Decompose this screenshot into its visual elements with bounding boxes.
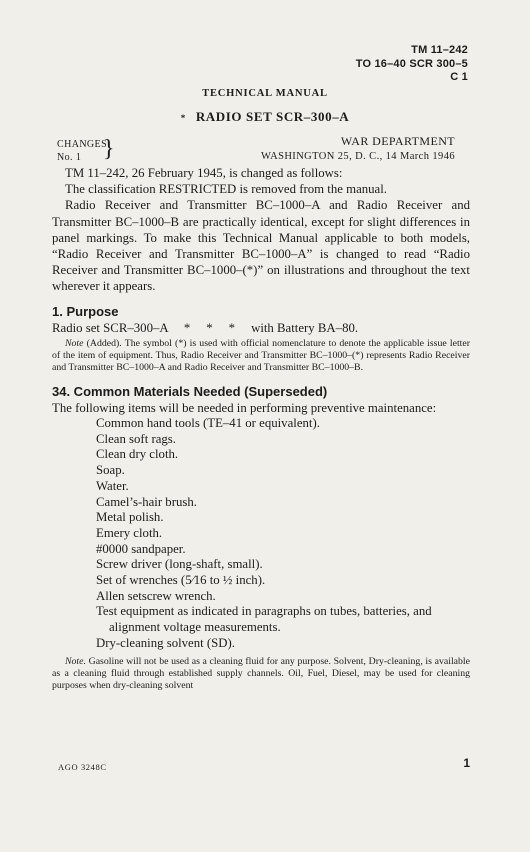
list-item: Soap.	[96, 463, 125, 478]
list-item: Clean dry cloth.	[96, 447, 179, 462]
page-number: 1	[463, 756, 470, 770]
list-item: Allen setscrew wrench.	[96, 588, 216, 603]
section-34-intro: The following items will be needed in performing preventive maintenance:	[52, 400, 437, 415]
note-text: Gasoline will not be used as a cleaning fluid for any purpose. Solvent, Dry-cleaning, is available as a cleaning fluid through established supply channels. Oil, Fuel, Diesel, may be used for cleaning purposes when dry-cleaning solvent	[52, 655, 470, 691]
department-block	[261, 134, 455, 164]
ref-line-tm: TM 11–242	[411, 44, 468, 56]
changes-number: No. 1	[57, 152, 82, 163]
section-1-text: Radio set SCR–300–A * * * with Battery BA–80.	[52, 320, 359, 335]
intro-paragraph-3: Radio Receiver and Transmitter BC–1000–A and Radio Receiver and Transmitter BC–1000–B are practically identical, except for slight differences in panel markings. To make this Technical Manual applicable to both models, “Radio Receiver and Transmitter BC–1000–A” is changed to read “Radio Receiver and Transmitter BC–1000–(*)” on illustrations and throughout the text wherever it appears.	[52, 198, 470, 294]
ref-line-to: TO 16–40 SCR 300–5	[355, 57, 468, 70]
list-item: Test equipment as indicated in paragraphs on tubes, batteries, and alignment voltage measurements.	[96, 604, 432, 635]
list-item: Water.	[96, 478, 129, 493]
list-item: Common hand tools (TE–41 or equivalent).	[96, 416, 320, 431]
ref-line-change: C 1	[450, 71, 468, 83]
changes-label	[57, 136, 115, 164]
title-text: RADIO SET SCR–300–A	[195, 109, 350, 124]
note-label: Note.	[65, 655, 86, 667]
list-item: Clean soft rags.	[96, 431, 176, 446]
note-label: Note	[65, 338, 84, 350]
section-1-heading: 1. Purpose	[52, 303, 119, 319]
manual-reference-block	[356, 44, 468, 85]
note-text: (Added). The symbol (*) is used with official nomenclature to denote the applicable issue letter of the item of equipment. Thus, Radio Receiver and Transmitter BC–1000–(*) represents Radio Receiver and Transmitter BC–1000–A and Radio Receiver and Transmitter BC–1000–B.	[52, 338, 470, 374]
star-mark: *	[180, 113, 186, 124]
intro-paragraph-2: The classification RESTRICTED is removed from the manual.	[65, 182, 387, 197]
document-title	[0, 109, 530, 125]
list-item: Dry-cleaning solvent (SD).	[96, 635, 235, 650]
list-item: Screw driver (long-shaft, small).	[96, 557, 263, 572]
list-item: #0000 sandpaper.	[96, 541, 186, 556]
section-1-note	[52, 338, 470, 375]
materials-list	[96, 416, 470, 652]
list-item: Emery cloth.	[96, 525, 163, 540]
section-34-heading: 34. Common Materials Needed (Superseded)	[52, 383, 328, 399]
changes-line: CHANGES	[57, 139, 108, 150]
list-item: Camel’s-hair brush.	[96, 494, 197, 509]
section-34-note	[52, 656, 470, 693]
department-name: WAR DEPARTMENT	[340, 134, 455, 148]
list-item: Set of wrenches (5⁄16 to ½ inch).	[96, 573, 266, 588]
manual-type-heading: TECHNICAL MANUAL	[202, 88, 328, 99]
department-address: WASHINGTON 25, D. C., 14 March 1946	[260, 151, 455, 162]
intro-paragraph-1: TM 11–242, 26 February 1945, is changed as follows:	[65, 166, 343, 180]
ago-number: AGO 3248C	[58, 762, 107, 772]
document-body	[52, 165, 470, 692]
brace-mark: }	[103, 136, 115, 162]
list-item: Metal polish.	[96, 510, 164, 525]
